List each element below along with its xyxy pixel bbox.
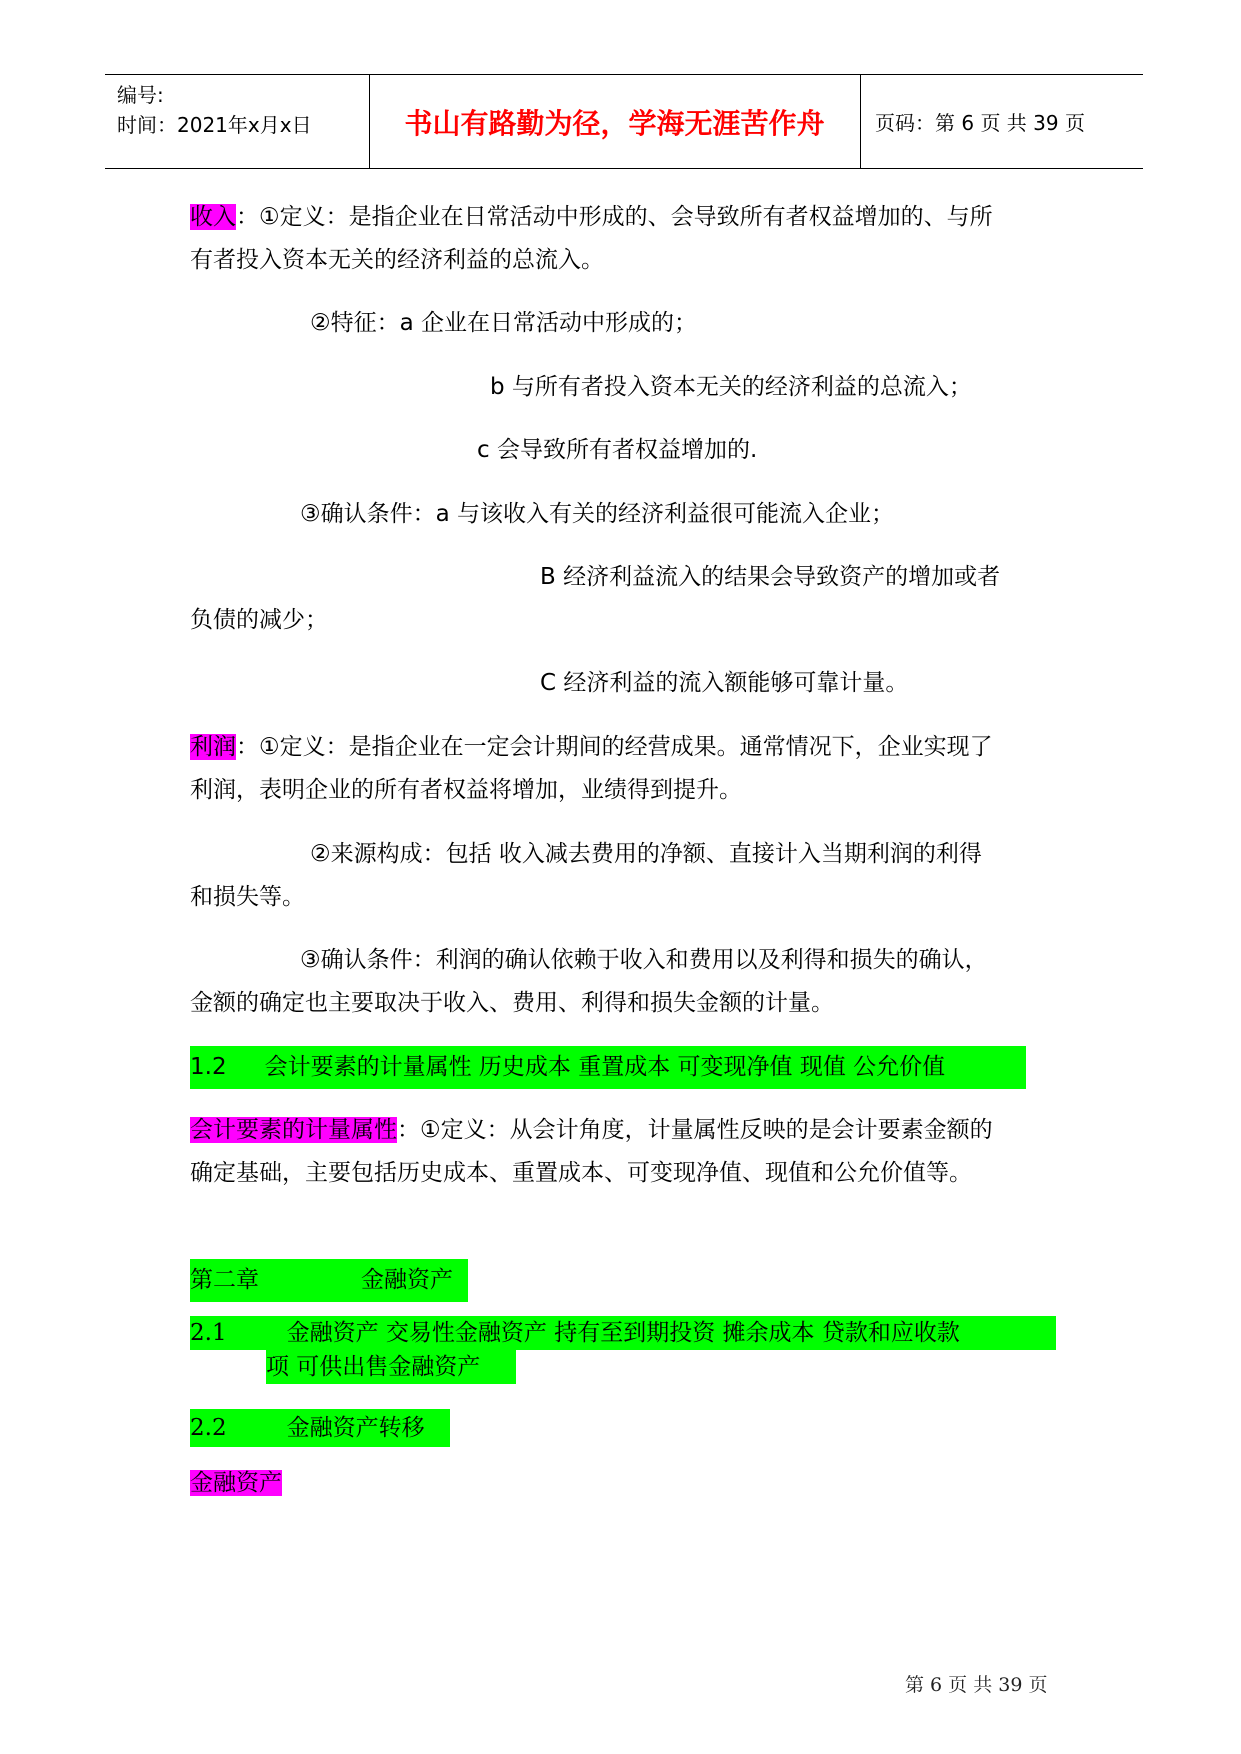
financial-assets-line bbox=[190, 1464, 282, 1502]
section-heading-1-2 bbox=[190, 1046, 1026, 1089]
income-term: 收入 bbox=[190, 204, 236, 230]
income-feature-b: b 与所有者投入资本无关的经济利益的总流入； bbox=[490, 374, 972, 400]
income-feature-c: c 会导致所有者权益增加的. bbox=[477, 437, 758, 463]
profit-recognition-cont: 金额的确定也主要取决于收入、费用、利得和损失金额的计量。 bbox=[190, 990, 834, 1016]
income-recognition-a: ③确认条件：a 与该收入有关的经济利益很可能流入企业； bbox=[300, 501, 895, 527]
chapter-title: 金融资产 bbox=[361, 1267, 453, 1293]
income-definition-line bbox=[190, 196, 993, 239]
header-motto: 书山有路勤为径，学海无涯苦作舟 bbox=[404, 106, 825, 140]
profit-source-cont: 和损失等。 bbox=[190, 884, 305, 910]
section-title: 会计要素的计量属性 历史成本 重置成本 可变现净值 现值 公允价值 bbox=[264, 1054, 946, 1080]
profit-source: ②来源构成：包括 收入减去费用的净额、直接计入当期利润的利得 bbox=[310, 841, 982, 867]
section-heading-2-1-cont: 项 可供出售金融资产 bbox=[266, 1350, 516, 1384]
measurement-definition-line bbox=[190, 1109, 993, 1152]
page-header bbox=[105, 74, 1143, 169]
page-footer: 第 6 页 共 39 页 bbox=[905, 1674, 1048, 1696]
section-heading-2-2 bbox=[190, 1409, 450, 1447]
section-number: 1.2 bbox=[190, 1054, 227, 1080]
financial-assets-term: 金融资产 bbox=[190, 1470, 282, 1496]
section-title: 金融资产转移 bbox=[286, 1415, 425, 1441]
profit-term: 利润 bbox=[190, 734, 236, 760]
header-bottom-rule bbox=[105, 168, 1143, 169]
income-recognition-b-cont: 负债的减少； bbox=[190, 607, 328, 633]
measurement-definition-text: ：①定义：从会计角度，计量属性反映的是会计要素金额的 bbox=[397, 1117, 993, 1143]
profit-recognition: ③确认条件：利润的确认依赖于收入和费用以及利得和损失的确认， bbox=[300, 947, 988, 973]
profit-definition-cont: 利润，表明企业的所有者权益将增加，业绩得到提升。 bbox=[190, 777, 742, 803]
section-title: 金融资产 交易性金融资产 持有至到期投资 摊余成本 贷款和应收款 bbox=[286, 1320, 960, 1346]
chapter-heading bbox=[190, 1259, 468, 1302]
document-time: 时间：2021年x月x日 bbox=[117, 113, 312, 137]
income-feature-a: ②特征：a 企业在日常活动中形成的； bbox=[310, 310, 698, 336]
header-divider bbox=[860, 74, 861, 169]
header-meta bbox=[117, 80, 312, 140]
measurement-term: 会计要素的计量属性 bbox=[190, 1117, 397, 1143]
income-recognition-c: C 经济利益的流入额能够可靠计量。 bbox=[540, 670, 909, 696]
profit-definition-text: ：①定义：是指企业在一定会计期间的经营成果。通常情况下，企业实现了 bbox=[236, 734, 993, 760]
section-number: 2.2 bbox=[190, 1415, 227, 1441]
income-definition-cont: 有者投入资本无关的经济利益的总流入。 bbox=[190, 247, 604, 273]
document-number-label: 编号: bbox=[117, 83, 164, 107]
chapter-label: 第二章 bbox=[190, 1267, 259, 1293]
profit-definition-line bbox=[190, 726, 993, 769]
income-definition-text: ：①定义：是指企业在日常活动中形成的、会导致所有者权益增加的、与所 bbox=[236, 204, 993, 230]
income-recognition-b: B 经济利益流入的结果会导致资产的增加或者 bbox=[540, 564, 1001, 590]
section-number: 2.1 bbox=[190, 1320, 227, 1346]
measurement-definition-cont: 确定基础，主要包括历史成本、重置成本、可变现净值、现值和公允价值等。 bbox=[190, 1160, 972, 1186]
section-heading-2-1 bbox=[190, 1316, 1056, 1350]
header-page-info: 页码：第 6 页 共 39 页 bbox=[875, 111, 1085, 135]
